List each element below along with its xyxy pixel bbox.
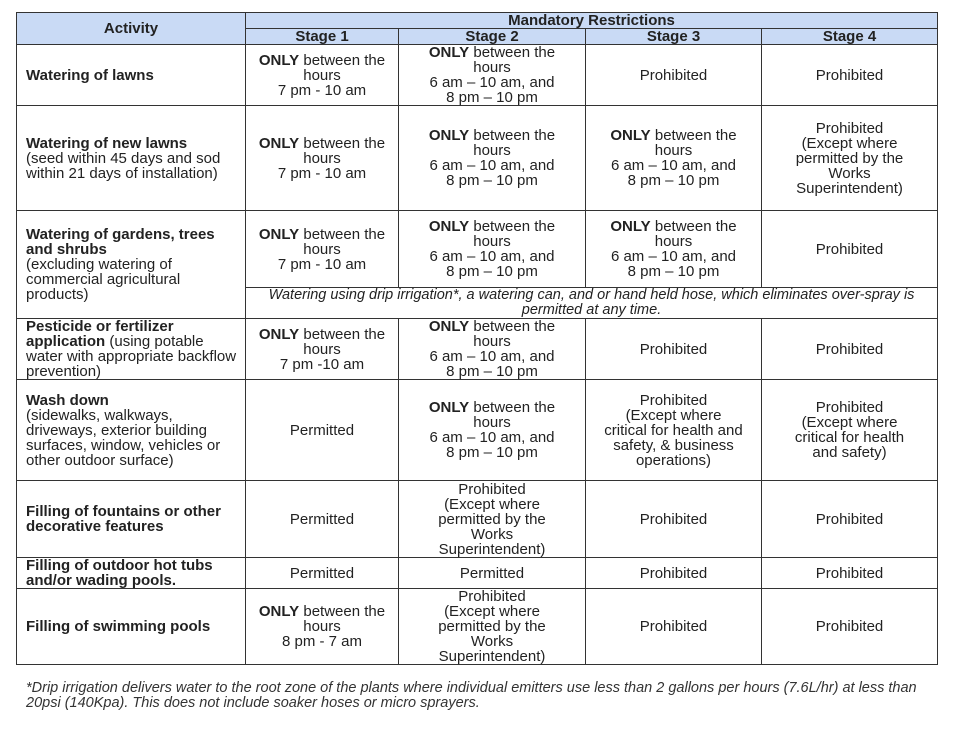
- cell-pools-stage-4: Prohibited: [762, 589, 938, 665]
- restrictions-table: [16, 12, 938, 665]
- table-row: [17, 589, 938, 665]
- cell-fountains-stage-3: Prohibited: [586, 481, 762, 558]
- cell-pools-stage-3: Prohibited: [586, 589, 762, 665]
- header-stage-1: Stage 1: [246, 29, 399, 45]
- table-row: [17, 319, 938, 380]
- cell-wash-down-stage-4: Prohibited (Except where critical for health and safety): [762, 380, 938, 481]
- cell-gardens-stage-1: ONLY between the hours 7 pm - 10 am: [246, 211, 399, 288]
- cell-lawns-stage-4: Prohibited: [762, 45, 938, 106]
- activity-hot-tubs: Filling of outdoor hot tubs and/or wading pools.: [17, 558, 246, 589]
- activity-wash-down: Wash down (sidewalks, walkways, driveways, exterior building surfaces, window, vehicles or other outdoor surface): [17, 380, 246, 481]
- cell-lawns-stage-2: ONLY between the hours 6 am – 10 am, and 8 pm – 10 pm: [399, 45, 586, 106]
- cell-pesticide-stage-4: Prohibited: [762, 319, 938, 380]
- cell-new-lawns-stage-1: ONLY between the hours 7 pm - 10 am: [246, 106, 399, 211]
- activity-new-lawns: Watering of new lawns (seed within 45 days and sod within 21 days of installation): [17, 106, 246, 211]
- cell-pesticide-stage-1: ONLY between the hours 7 pm -10 am: [246, 319, 399, 380]
- cell-hot-tubs-stage-1: Permitted: [246, 558, 399, 589]
- activity-swimming-pools: Filling of swimming pools: [17, 589, 246, 665]
- activity-fountains: Filling of fountains or other decorative features: [17, 481, 246, 558]
- cell-pools-stage-2: Prohibited (Except where permitted by the Works Superintendent): [399, 589, 586, 665]
- cell-fountains-stage-4: Prohibited: [762, 481, 938, 558]
- cell-new-lawns-stage-4: Prohibited (Except where permitted by the Works Superintendent): [762, 106, 938, 211]
- cell-wash-down-stage-1: Permitted: [246, 380, 399, 481]
- drip-irrigation-footnote: *Drip irrigation delivers water to the root zone of the plants where individual emitters use less than 2 gallons per hours (7.6L/hr) at less than 20psi (140Kpa). This does not include soaker hoses or micro sprayers.: [26, 680, 917, 711]
- table-row: [17, 106, 938, 211]
- cell-gardens-stage-3: ONLY between the hours 6 am – 10 am, and 8 pm – 10 pm: [586, 211, 762, 288]
- cell-gardens-stage-4: Prohibited: [762, 211, 938, 288]
- activity-pesticide: Pesticide or fertilizer application (using potable water with appropriate backflow prevention): [17, 319, 246, 380]
- table-row: [17, 380, 938, 481]
- cell-wash-down-stage-2: ONLY between the hours 6 am – 10 am, and 8 pm – 10 pm: [399, 380, 586, 481]
- table-row: [17, 558, 938, 589]
- drip-irrigation-note: Watering using drip irrigation*, a watering can, and or hand held hose, which eliminates over-spray is permitted at any time.: [246, 288, 938, 319]
- cell-wash-down-stage-3: Prohibited (Except where critical for health and safety, & business operations): [586, 380, 762, 481]
- cell-hot-tubs-stage-2: Permitted: [399, 558, 586, 589]
- cell-lawns-stage-1: ONLY between the hours 7 pm - 10 am: [246, 45, 399, 106]
- cell-pesticide-stage-3: Prohibited: [586, 319, 762, 380]
- cell-hot-tubs-stage-3: Prohibited: [586, 558, 762, 589]
- header-activity: Activity: [17, 13, 246, 45]
- table-row: [17, 481, 938, 558]
- header-stage-4: Stage 4: [762, 29, 938, 45]
- activity-lawns: Watering of lawns: [17, 45, 246, 106]
- cell-pools-stage-1: ONLY between the hours 8 pm - 7 am: [246, 589, 399, 665]
- cell-pesticide-stage-2: ONLY between the hours 6 am – 10 am, and 8 pm – 10 pm: [399, 319, 586, 380]
- header-stage-2: Stage 2: [399, 29, 586, 45]
- cell-lawns-stage-3: Prohibited: [586, 45, 762, 106]
- cell-new-lawns-stage-2: ONLY between the hours 6 am – 10 am, and 8 pm – 10 pm: [399, 106, 586, 211]
- cell-hot-tubs-stage-4: Prohibited: [762, 558, 938, 589]
- cell-new-lawns-stage-3: ONLY between the hours 6 am – 10 am, and 8 pm – 10 pm: [586, 106, 762, 211]
- table-row: [17, 211, 938, 288]
- header-mandatory-restrictions: Mandatory Restrictions: [246, 13, 938, 29]
- cell-fountains-stage-2: Prohibited (Except where permitted by the Works Superintendent): [399, 481, 586, 558]
- header-stage-3: Stage 3: [586, 29, 762, 45]
- table-row: [17, 45, 938, 106]
- activity-gardens: Watering of gardens, trees and shrubs (excluding watering of commercial agricultural products): [17, 211, 246, 319]
- cell-fountains-stage-1: Permitted: [246, 481, 399, 558]
- cell-gardens-stage-2: ONLY between the hours 6 am – 10 am, and 8 pm – 10 pm: [399, 211, 586, 288]
